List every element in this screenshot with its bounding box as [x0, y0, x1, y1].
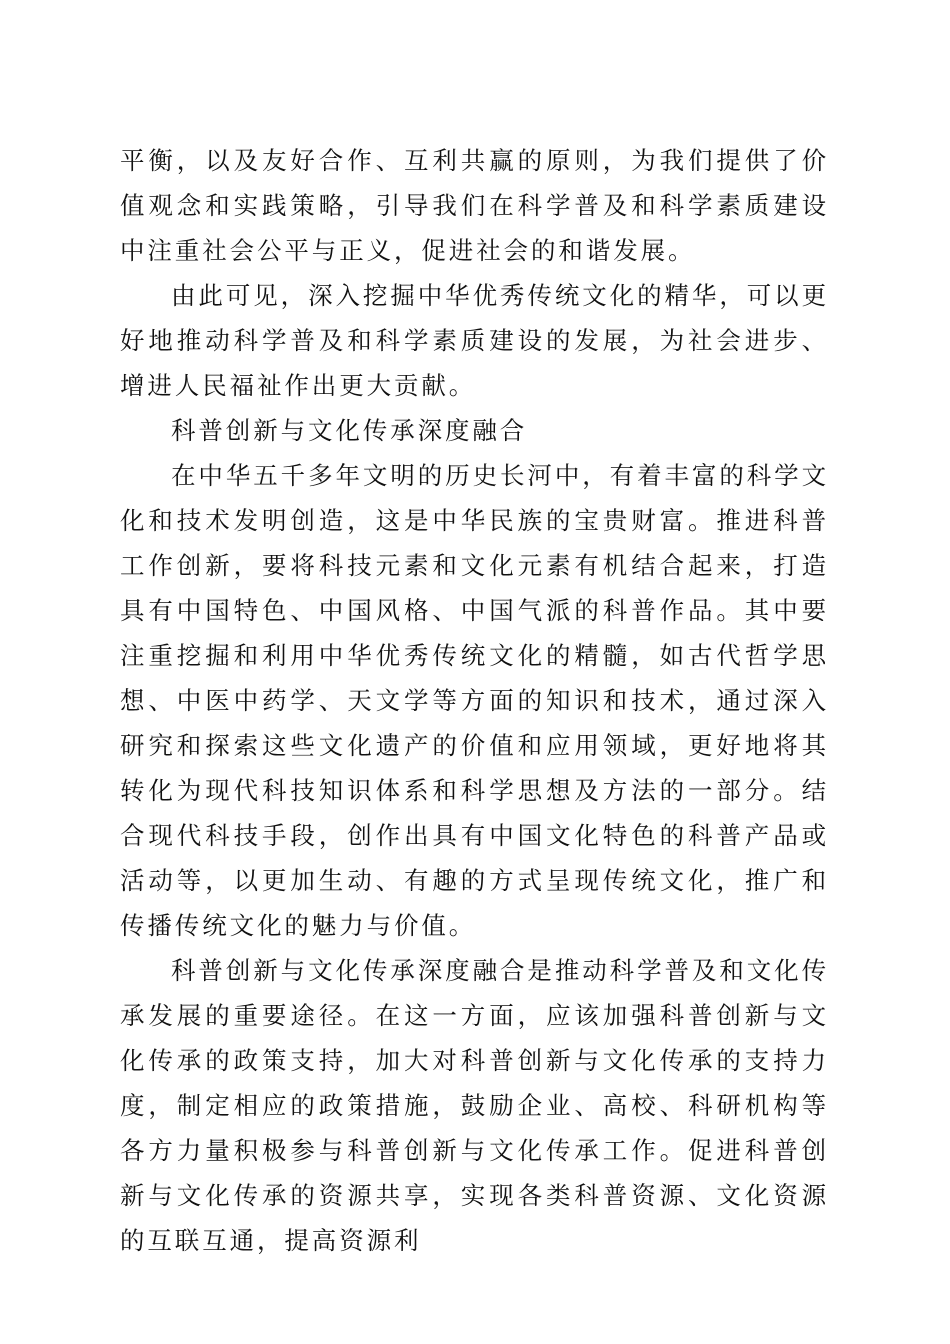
section-heading: 科普创新与文化传承深度融合 — [171, 416, 528, 445]
paragraph-conclusion: 由此可见，深入挖掘中华优秀传统文化的精华，可以更好地推动科学普及和科学素质建设的发展，为社会进步、增进人民福祉作出更大贡献。 — [120, 281, 829, 400]
paragraph-continued: 平衡，以及友好合作、互利共赢的原则，为我们提供了价值观念和实践策略，引导我们在科学普及和科学素质建设中注重社会公平与正义，促进社会的和谐发展。 — [120, 146, 829, 265]
paragraph-body: 科普创新与文化传承深度融合是推动科学普及和文化传承发展的重要途径。在这一方面，应该加强科普创新与文化传承的政策支持，加大对科普创新与文化传承的支持力度，制定相应的政策措施，鼓励企业、高校、科研机构等各方力量积极参与科普创新与文化传承工作。促进科普创新与文化传承的资源共享，实现各类科普资源、文化资源的互联互通，提高资源利 — [120, 956, 829, 1255]
document-page — [120, 138, 829, 1263]
paragraph-body: 在中华五千多年文明的历史长河中，有着丰富的科学文化和技术发明创造，这是中华民族的宝贵财富。推进科普工作创新，要将科技元素和文化元素有机结合起来，打造具有中国特色、中国风格、中国气派的科普作品。其中要注重挖掘和利用中华优秀传统文化的精髓，如古代哲学思想、中医中药学、天文学等方面的知识和技术，通过深入研究和探索这些文化遗产的价值和应用领域，更好地将其转化为现代科技知识体系和科学思想及方法的一部分。结合现代科技手段，创作出具有中国文化特色的科普产品或活动等，以更加生动、有趣的方式呈现传统文化，推广和传播传统文化的魅力与价值。 — [120, 461, 829, 940]
